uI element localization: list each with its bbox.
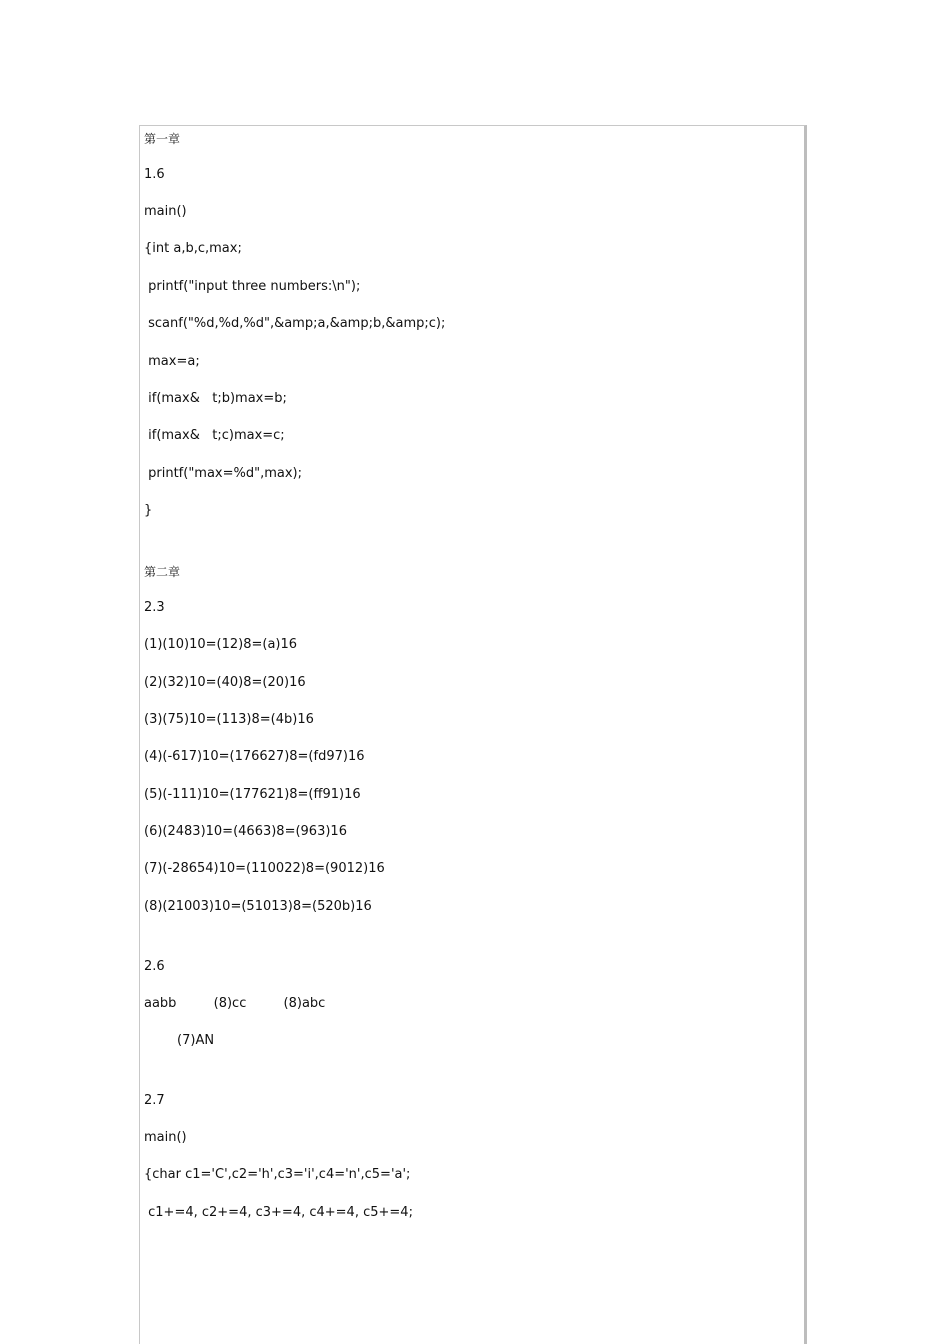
conversion-line: (1)(10)10=(12)8=(a)16 (144, 637, 298, 652)
code-line: if(max& t;b)max=b; (144, 391, 287, 406)
output-line: aabb (8)cc (8)abc (144, 996, 326, 1011)
code-line: printf("input three numbers:\n"); (144, 279, 361, 294)
conversion-line: (4)(-617)10=(176627)8=(fd97)16 (144, 749, 365, 764)
conversion-line: (7)(-28654)10=(110022)8=(9012)16 (144, 861, 385, 876)
code-line: main() (144, 204, 187, 219)
code-line: main() (144, 1130, 187, 1145)
chapter-heading: 第一章 (144, 132, 181, 146)
code-line: {int a,b,c,max; (144, 241, 242, 256)
conversion-line: (2)(32)10=(40)8=(20)16 (144, 675, 306, 690)
code-line: scanf("%d,%d,%d",&amp;a,&amp;b,&amp;c); (144, 316, 446, 331)
code-line: } (144, 503, 153, 518)
code-line: c1+=4, c2+=4, c3+=4, c4+=4, c5+=4; (144, 1205, 413, 1220)
code-line: printf("max=%d",max); (144, 466, 303, 481)
section-number: 2.7 (144, 1093, 165, 1108)
document-frame (139, 125, 807, 1344)
chapter-heading: 第二章 (144, 565, 181, 579)
section-number: 1.6 (144, 167, 165, 182)
section-number: 2.3 (144, 600, 165, 615)
conversion-line: (5)(-111)10=(177621)8=(ff91)16 (144, 787, 361, 802)
code-line: {char c1='C',c2='h',c3='i',c4='n',c5='a'; (144, 1167, 411, 1182)
output-line: (7)AN (144, 1033, 215, 1048)
code-line: max=a; (144, 354, 200, 369)
code-line: if(max& t;c)max=c; (144, 428, 285, 443)
conversion-line: (6)(2483)10=(4663)8=(963)16 (144, 824, 347, 839)
section-number: 2.6 (144, 959, 165, 974)
conversion-line: (8)(21003)10=(51013)8=(520b)16 (144, 899, 372, 914)
conversion-line: (3)(75)10=(113)8=(4b)16 (144, 712, 314, 727)
